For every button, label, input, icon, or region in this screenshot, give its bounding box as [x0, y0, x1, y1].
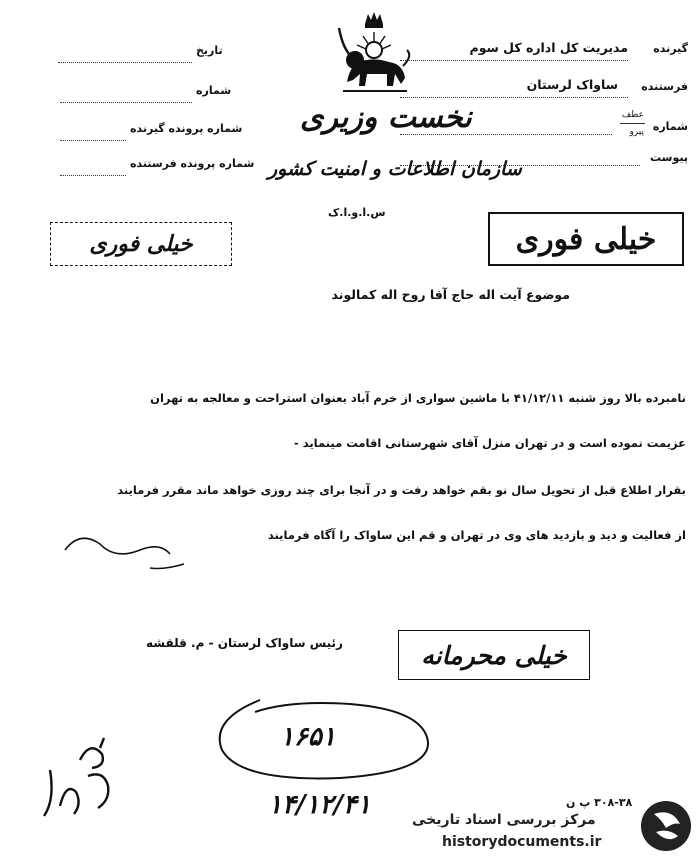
number-ref-top: عطف	[621, 110, 644, 120]
confidential-stamp-text: خیلی محرمانه	[421, 640, 567, 670]
signature-line: رئیس ساواک لرستان - م. قلقشه	[146, 636, 343, 650]
recipient-dotline	[400, 60, 628, 61]
watermark-org-name: مرکز بررسی اسناد تاریخی	[412, 812, 596, 828]
number-label-left: شماره	[196, 84, 232, 97]
attachment-label: پیوست	[650, 151, 688, 164]
urgent-stamp-right	[488, 212, 684, 266]
confidential-stamp	[398, 630, 590, 680]
organization-code: س.ا.و.ا.ک	[328, 206, 386, 219]
lion-and-sun-emblem	[333, 10, 415, 96]
document-code: ۳۰۸-۳۸ پ ن	[566, 796, 633, 809]
body-line: نامبرده بالا روز شنبه ۴۱/۱۲/۱۱ با ماشین سواری از خرم آباد بعنوان استراحت و معالجه به تهران	[150, 391, 686, 405]
handwritten-circled-number: ۱۶۵۱	[280, 722, 336, 752]
body-line: عزیمت نموده است و در تهران منزل آقای شهرستانی اقامت مینماید -	[293, 436, 686, 450]
handwritten-flourish	[60, 520, 190, 580]
watermark-logo-icon	[638, 798, 694, 854]
recipient-label: گیرنده	[653, 42, 688, 55]
handwritten-date: ۱۴/۱۲/۴۱	[268, 790, 371, 820]
sender-value: ساواک لرستان	[526, 77, 618, 92]
sender-dotline	[400, 97, 628, 98]
number-dotline-left	[60, 102, 192, 103]
number-ref-divider	[620, 123, 645, 124]
body-line: بقرار اطلاع قبل از تحویل سال نو بقم خواهد رفت و در آنجا برای چند روزی خواهد ماند مقرر فرمایند	[117, 483, 686, 497]
signature-scribble	[30, 730, 130, 830]
subject-line: موضوع آیت اله حاج آقا روح اله کمالوند	[331, 287, 570, 302]
number-label-right: شماره	[652, 120, 688, 133]
organization-name: سازمان اطلاعات و امنیت کشور	[268, 158, 522, 180]
urgent-stamp-right-text: خیلی فوری	[515, 221, 657, 257]
urgent-stamp-left	[50, 222, 232, 266]
watermark-url: historydocuments.ir	[442, 834, 602, 850]
date-dotline	[58, 62, 192, 63]
recipient-value: مدیریت کل اداره کل سوم	[469, 40, 628, 55]
sender-file-label: شماره پرونده فرستنده	[130, 157, 255, 170]
urgent-stamp-left-text: خیلی فوری	[89, 231, 193, 257]
recipient-file-dotline	[60, 140, 126, 141]
sender-file-dotline	[60, 175, 126, 176]
date-label: تاریخ	[196, 44, 223, 57]
recipient-file-label: شماره پرونده گیرنده	[130, 122, 243, 135]
document-title: نخست وزیری	[300, 100, 472, 135]
sender-label: فرستنده	[641, 80, 688, 93]
number-ref-bottom: پیرو	[629, 127, 644, 137]
body-line: از فعالیت و دید و بازدید های وی در تهران و قم این ساواک را آگاه فرمایند	[267, 528, 686, 542]
